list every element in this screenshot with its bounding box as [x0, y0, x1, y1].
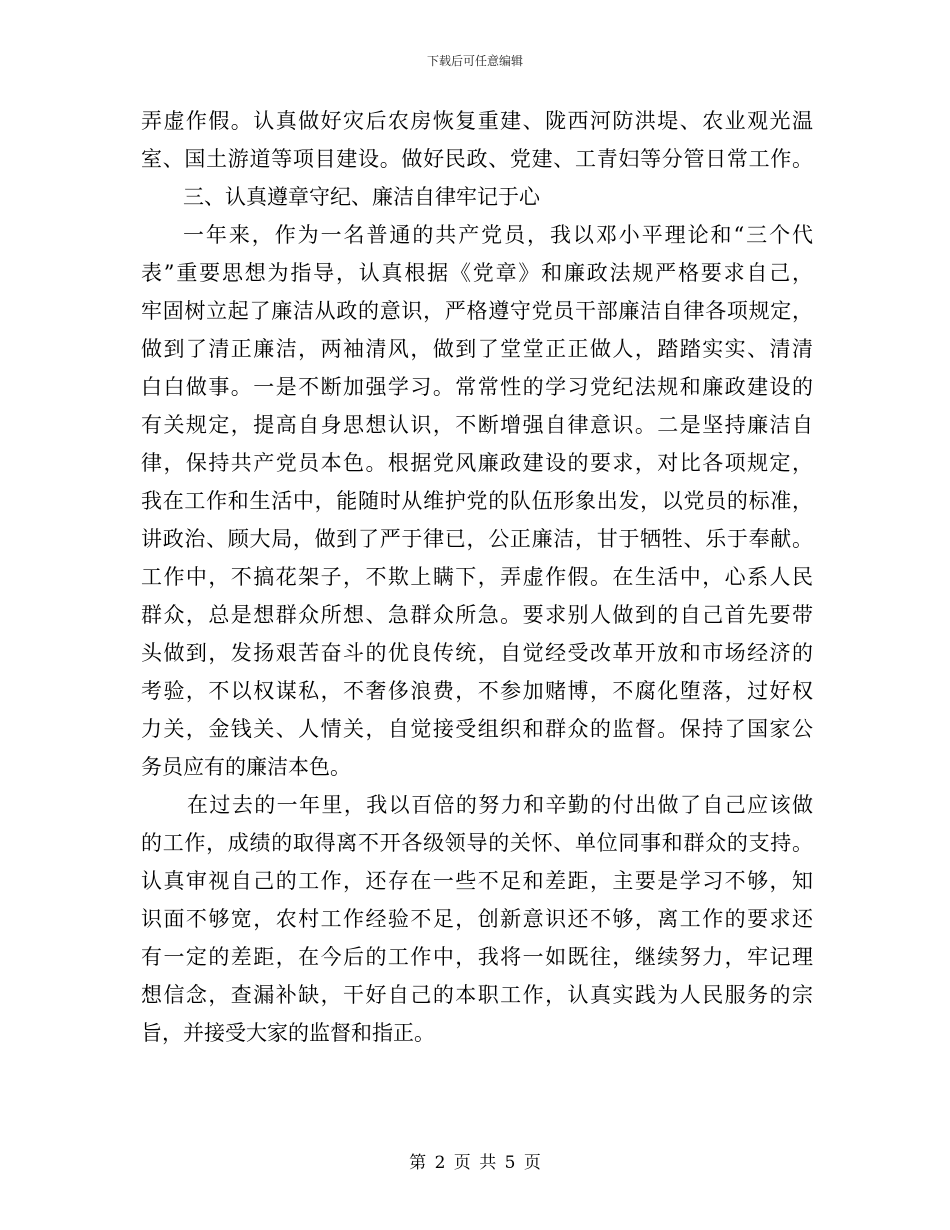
text-line: 旨，并接受大家的监督和指正。: [141, 1021, 435, 1045]
document-body: [141, 102, 813, 1052]
text-line: 认真审视自己的工作，还存在一些不足和差距，主要是学习不够，知: [141, 869, 813, 893]
page-number: 第 2 页 共 5 页: [409, 1153, 541, 1173]
text-line: 做到了清正廉洁，两袖清风，做到了堂堂正正做人，踏踏实实、清清: [141, 337, 813, 361]
text-line: 工作中，不搞花架子，不欺上瞒下，弄虚作假。在生活中，心系人民: [141, 565, 813, 589]
text-line: 讲政治、顾大局，做到了严于律已，公正廉洁，甘于牺牲、乐于奉献。: [141, 527, 813, 551]
text-line: 我在工作和生活中，能随时从维护党的队伍形象出发，以党员的标准，: [141, 489, 813, 513]
section-heading: 三、认真遵章守纪、廉洁自律牢记于心: [183, 185, 540, 209]
text-line: 有关规定，提高自身思想认识，不断增强自律意识。二是坚持廉洁自: [141, 413, 813, 437]
text-line: 白白做事。一是不断加强学习。常常性的学习党纪法规和廉政建设的: [141, 375, 813, 399]
text-line: 力关，金钱关、人情关，自觉接受组织和群众的监督。保持了国家公: [141, 717, 813, 741]
text-line: 律，保持共产党员本色。根据党风廉政建设的要求，对比各项规定，: [141, 451, 813, 475]
text-line: 识面不够宽，农村工作经验不足，创新意识还不够，离工作的要求还: [141, 907, 813, 931]
text-line: 想信念，查漏补缺，干好自己的本职工作，认真实践为人民服务的宗: [141, 983, 813, 1007]
text-line: 务员应有的廉洁本色。: [141, 755, 351, 779]
text-line: 群众，总是想群众所想、急群众所急。要求别人做到的自己首先要带: [141, 603, 813, 627]
text-line: 的工作，成绩的取得离不开各级领导的关怀、单位同事和群众的支持。: [141, 831, 813, 855]
text-line: 室、国土游道等项目建设。做好民政、党建、工青妇等分管日常工作。: [141, 147, 813, 171]
text-line: 牢固树立起了廉洁从政的意识，严格遵守党员干部廉洁自律各项规定，: [141, 299, 813, 323]
text-line: 弄虚作假。认真做好灾后农房恢复重建、陇西河防洪堤、农业观光温: [141, 109, 813, 133]
text-line: 有一定的差距，在今后的工作中，我将一如既往，继续努力，牢记理: [141, 945, 813, 969]
text-line: 头做到，发扬艰苦奋斗的优良传统，自觉经受改革开放和市场经济的: [141, 641, 813, 665]
header-note: 下载后可任意编辑: [426, 54, 523, 68]
text-line: 在过去的一年里，我以百倍的努力和辛勤的付出做了自己应该做: [187, 793, 813, 817]
text-line: 表”重要思想为指导，认真根据《党章》和廉政法规严格要求自己，: [141, 261, 813, 285]
text-line: 一年来，作为一名普通的共产党员，我以邓小平理论和“三个代: [183, 223, 813, 247]
text-line: 考验，不以权谋私，不奢侈浪费，不参加赌博，不腐化堕落，过好权: [141, 679, 813, 703]
